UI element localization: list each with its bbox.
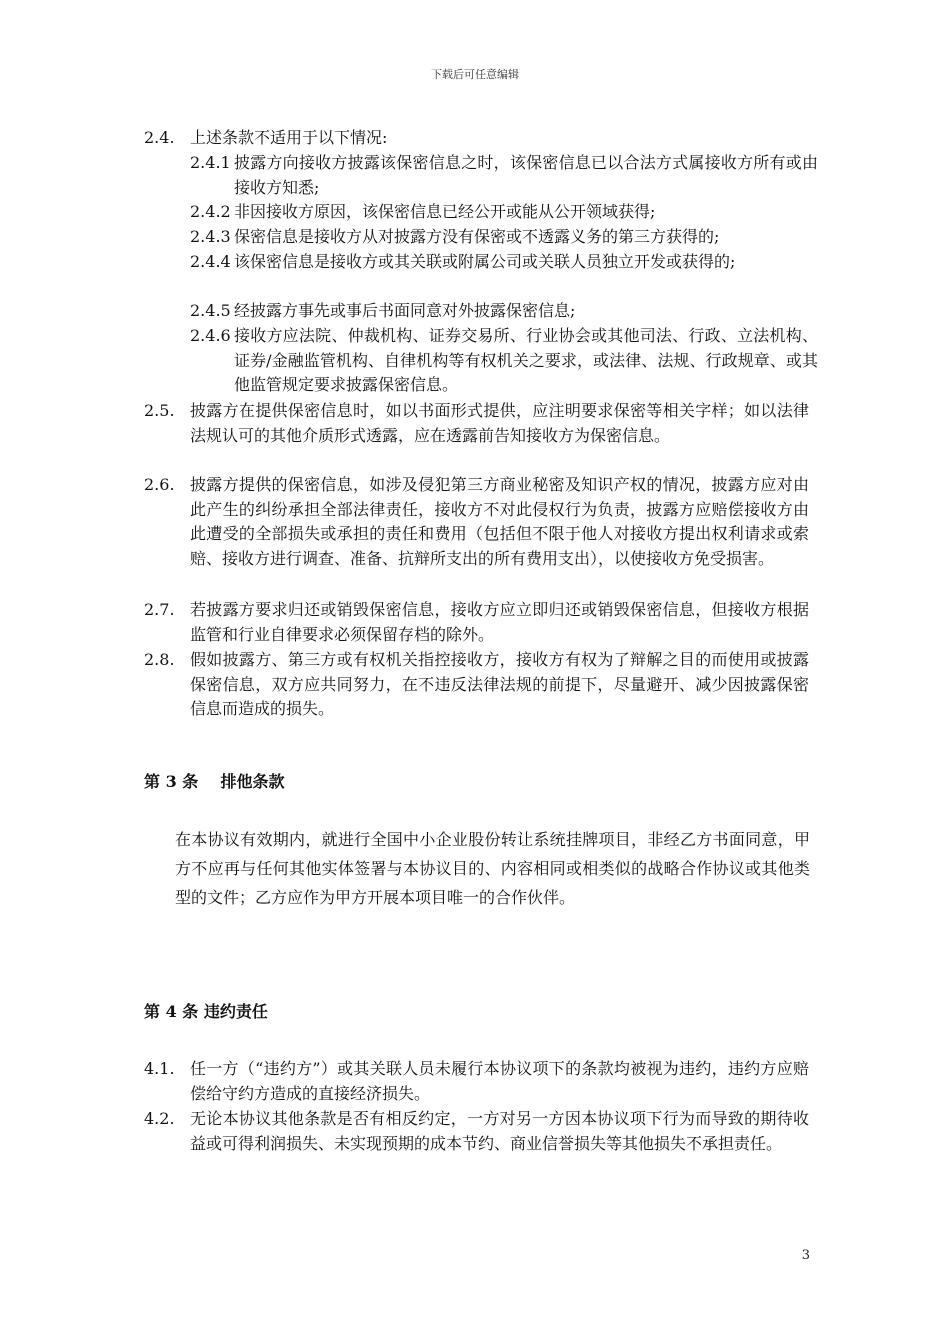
clause-number: 4.2. xyxy=(144,1109,175,1128)
clause-number: 2.4.2 xyxy=(190,202,231,221)
clause-text: 若披露方要求归还或销毁保密信息，接收方应立即归还或销毁保密信息，但接收方根据监管和行业自律要求必须保留存档的除外。 xyxy=(190,600,809,644)
clause-2-4-2 xyxy=(190,200,818,225)
clause-number: 2.4.1 xyxy=(190,153,231,172)
clause-text: 该保密信息是接收方或其关联或附属公司或关联人员独立开发或获得的; xyxy=(234,252,736,271)
clause-2-4-4 xyxy=(190,250,818,275)
clause-2-7 xyxy=(144,598,809,647)
clause-text: 披露方在提供保密信息时，如以书面形式提供，应注明要求保密等相关字样；如以法律法规认可的其他介质形式透露，应在透露前告知接收方为保密信息。 xyxy=(190,401,809,445)
clause-4-1 xyxy=(144,1057,809,1106)
clause-4-2 xyxy=(144,1107,809,1156)
clause-text: 无论本协议其他条款是否有相反约定，一方对另一方因本协议项下行为而导致的期待收益或可得利润损失、未实现预期的成本节约、商业信誉损失等其他损失不承担责任。 xyxy=(190,1109,809,1153)
clause-text: 假如披露方、第三方或有权机关指控接收方，接收方有权为了辩解之目的而使用或披露保密信息，双方应共同努力，在不违反法律法规的前提下，尽量避开、减少因披露保密信息而造成的损失。 xyxy=(190,650,809,718)
clause-2-4-5 xyxy=(190,299,818,324)
clause-text: 非因接收方原因，该保密信息已经公开或能从公开领域获得; xyxy=(234,202,656,221)
clause-text: 披露方提供的保密信息，如涉及侵犯第三方商业秘密及知识产权的情况，披露方应对由此产生的纠纷承担全部法律责任，接收方不对此侵权行为负责，披露方应赔偿接收方由此遭受的全部损失或承担的责任和费用（包括但不限于他人对接收方提出权利请求或索赔、接收方进行调查、准备、抗辩所支出的所有费用支出），以使接收方免受损害。 xyxy=(190,475,809,568)
clause-text: 披露方向接收方披露该保密信息之时，该保密信息已以合法方式属接收方所有或由接收方知悉; xyxy=(234,153,818,197)
clause-number: 2.4.3 xyxy=(190,227,231,246)
clause-2-8 xyxy=(144,648,809,722)
clause-number: 2.6. xyxy=(144,475,175,494)
clause-text: 保密信息是接收方从对披露方没有保密或不透露义务的第三方获得的; xyxy=(234,227,720,246)
clause-number: 2.4.6 xyxy=(190,326,231,345)
clause-2-6 xyxy=(144,473,809,571)
clause-2-4-3 xyxy=(190,225,818,250)
clause-text: 接收方应法院、仲裁机构、证券交易所、行业协会或其他司法、行政、立法机构、证券/金融监管机构、自律机构等有权机关之要求，或法律、法规、行政规章、或其他监管规定要求披露保密信息。 xyxy=(234,326,818,394)
clause-number: 4.1. xyxy=(144,1059,175,1078)
clause-2-5 xyxy=(144,399,809,448)
section-3-paragraph: 在本协议有效期内，就进行全国中小企业股份转让系统挂牌项目，非经乙方书面同意，甲方不应再与任何其他实体签署与本协议目的、内容相同或相类似的战略合作协议或其他类型的文件；乙方应作为甲方开展本项目唯一的合作伙伴。 xyxy=(175,830,810,907)
clause-number: 2.4.5 xyxy=(190,301,231,320)
clause-number: 2.8. xyxy=(144,650,175,669)
clause-number: 2.5. xyxy=(144,401,175,420)
clause-2-4-1 xyxy=(190,151,818,200)
clause-text: 任一方（“违约方”）或其关联人员未履行本协议项下的条款均被视为违约，违约方应赔偿给守约方造成的直接经济损失。 xyxy=(190,1059,809,1103)
clause-number: 2.4. xyxy=(144,128,175,147)
clause-text: 上述条款不适用于以下情况: xyxy=(190,128,388,147)
clause-2-4-6 xyxy=(190,324,818,398)
clause-number: 2.4.4 xyxy=(190,252,231,271)
page-number: 3 xyxy=(801,1248,810,1263)
page-header: 下载后可任意编辑 xyxy=(431,68,519,81)
clause-text: 经披露方事先或事后书面同意对外披露保密信息; xyxy=(234,301,576,320)
section-4-heading: 第 4 条 违约责任 xyxy=(144,1002,268,1021)
section-3-heading: 第 3 条 排他条款 xyxy=(144,772,285,791)
clause-2-4 xyxy=(144,126,809,151)
clause-number: 2.7. xyxy=(144,600,175,619)
